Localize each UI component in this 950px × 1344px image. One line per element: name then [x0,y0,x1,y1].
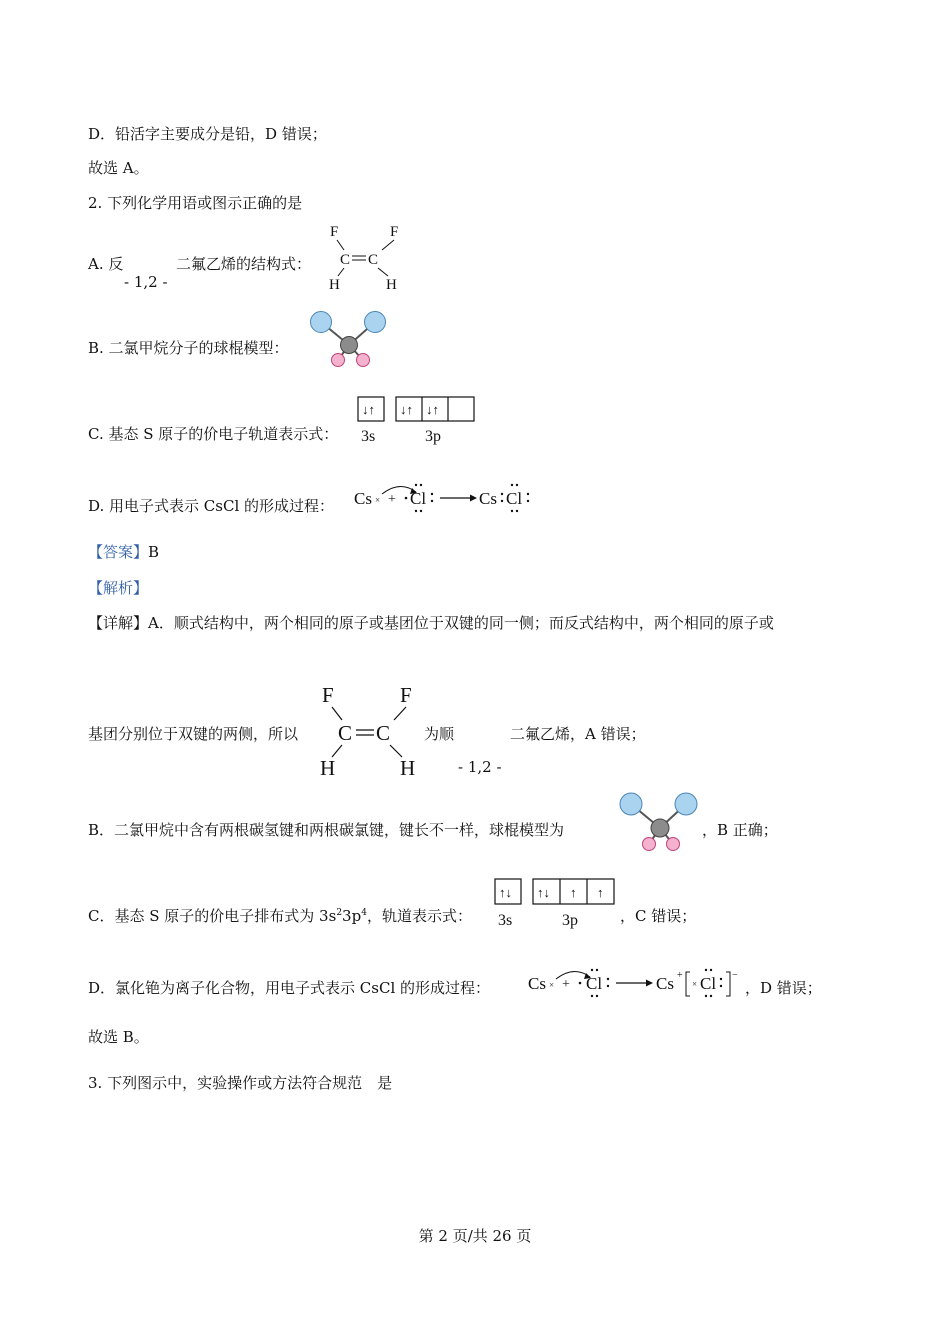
question-2-stem: 2. 下列化学用语或图示正确的是 [88,194,303,212]
analysis-tag: 【解析】 [88,579,149,597]
c-atom-ball [341,337,358,354]
cs-symbol: Cs [354,489,372,508]
atom-c-left: C [340,252,351,268]
cs-electron: × [375,495,381,505]
arrow-pair-3s: ↑↓ [499,885,512,900]
cs-symbol: Cs [656,974,674,993]
cs-symbol: Cs [479,489,497,508]
cs-charge: + [677,970,683,981]
option-a-locant: - 1,2 - [124,273,168,291]
atom-h-right: H [386,277,397,293]
arrow-up-3p: ↑ [597,885,604,900]
detail-d-suffix: ，D 错误； [745,979,822,997]
detail-a-locant: - 1,2 - [458,758,502,776]
cl-symbol: Cl [410,489,427,508]
cl-charge: − [732,970,738,981]
answer-line [88,542,159,562]
label-3s: 3s [498,912,513,929]
answer-tag: 【答案】 [88,543,149,561]
cs-symbol: Cs [528,974,546,993]
plus-sign: + [388,492,396,507]
arrow-up-3p: ↑ [570,885,577,900]
atom-f-left: F [330,224,339,240]
transferred-electron: × [692,979,698,989]
prev-choose-a: 故选 A。 [88,159,149,177]
detail-a-line2-suffix: 二氟乙烯，A 错误； [510,725,646,743]
option-c-text: C. 基态 S 原子的价电子轨道表示式： [88,425,339,443]
atom-h-right: H [400,756,416,780]
option-a-prefix: A. 反 [88,255,124,273]
atom-f-right: F [390,224,399,240]
label-3p: 3p [562,912,578,929]
detail-b-suffix: ，B 正确； [702,821,778,839]
atom-f-left: F [322,683,334,707]
h-atom-ball [667,838,680,851]
choose-b: 故选 B。 [88,1028,149,1046]
label-3s: 3s [361,428,376,445]
arrow-pair-3p: ↑↓ [537,885,550,900]
arrow-pair-3p: ↓↑ [400,402,413,417]
atom-h-left: H [329,277,340,293]
cl-symbol: Cl [700,974,717,993]
detail-c-prefix: C．基态 S 原子的价电子排布式为 $3s^23p^4$，轨道表示式： [88,907,472,925]
h-atom-ball [643,838,656,851]
cl-atom-ball [620,793,642,815]
orbital-diagram-option-c [357,396,481,446]
cl-atom-ball [365,312,386,333]
atom-c-right: C [376,721,391,745]
ball-stick-model-small [305,308,391,370]
atom-h-left: H [320,756,336,780]
atom-c-right: C [368,252,379,268]
cl-atom-ball [311,312,332,333]
orbital-diagram-correct [494,878,618,930]
option-d-text: D. 用电子式表示 CsCl 的形成过程： [88,497,335,515]
cs-electron: × [549,980,555,990]
cl-symbol: Cl [506,489,523,508]
c-atom-ball [651,819,669,837]
h-atom-ball [332,354,345,367]
detail-b-prefix: B．二氯甲烷中含有两根碳氢键和两根碳氯键，键长不一样，球棍模型为 [88,821,565,839]
h-atom-ball [357,354,370,367]
cl-atom-ball [675,793,697,815]
detail-a-line2-mid: 为顺 [424,725,455,743]
arrow-pair-3p: ↓↑ [426,402,439,417]
atom-c-left: C [338,721,353,745]
detail-a-line1: 【详解】A．顺式结构中，两个相同的原子或基团位于双键的同一侧；而反式结构中，两个相同的原子或 [88,614,774,632]
trans-difluoroethene-structure [322,220,412,296]
cl-symbol: Cl [586,974,603,993]
question-3-stem: 3. 下列图示中，实验操作或方法符合规范 是 [88,1074,393,1092]
arrow-pair-3s: ↓↑ [362,402,375,417]
page-footer: 第 2 页/共 26 页 [418,1227,532,1245]
cscl-formation-correct [528,963,748,1003]
label-3p: 3p [425,428,441,445]
plus-sign: + [562,977,570,992]
atom-f-right: F [400,683,412,707]
detail-d-prefix: D．氯化铯为离子化合物，用电子式表示 CsCl 的形成过程： [88,979,491,997]
option-b-text: B. 二氯甲烷分子的球棍模型： [88,339,289,357]
option-a-text: 二氟乙烯的结构式： [176,255,312,273]
answer-value: B [148,543,160,561]
prev-option-d: D．铅活字主要成分是铅，D 错误； [88,125,327,143]
detail-c-suffix: ，C 错误； [620,907,697,925]
detail-a-line2-prefix: 基团分别位于双键的两侧，所以 [88,725,299,743]
ball-stick-model-correct [614,790,704,854]
cis-difluoroethene-structure [318,680,424,780]
cscl-formation-option-d [354,478,544,516]
